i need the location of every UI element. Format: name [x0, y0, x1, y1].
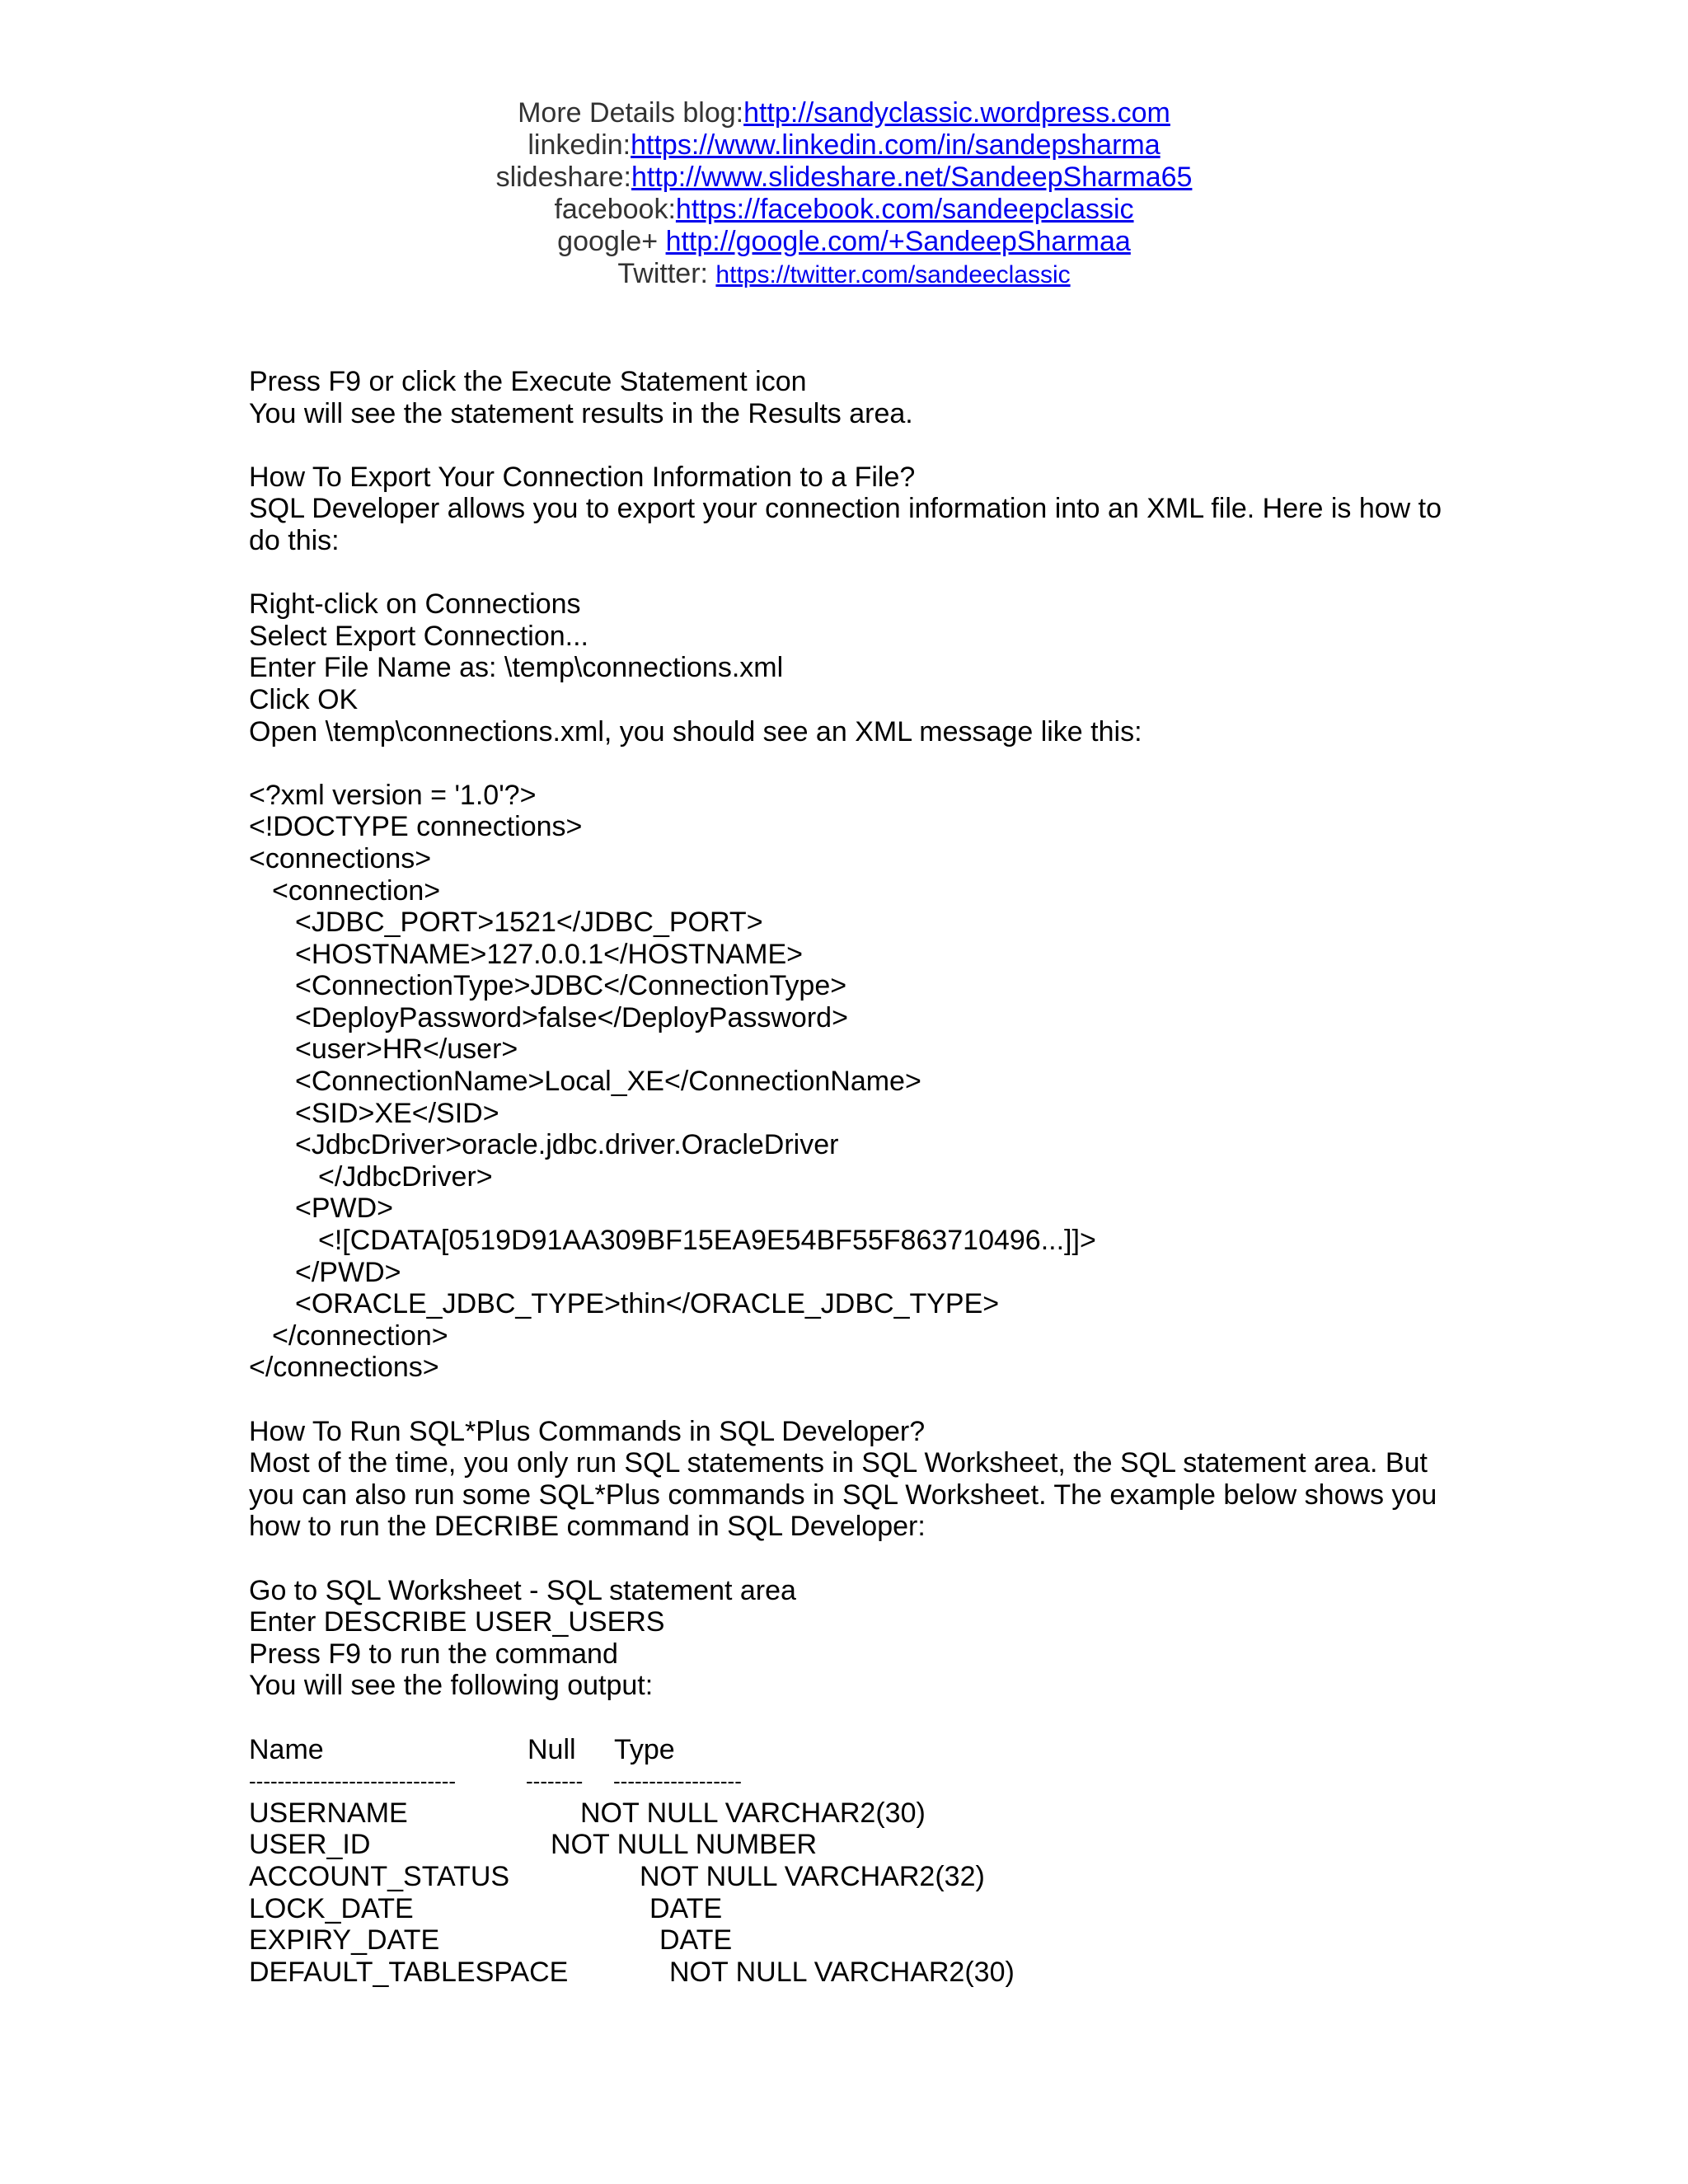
- xml-line: <![CDATA[0519D91AA309BF15EA9E54BF55F863710496...]]>: [318, 1225, 1096, 1257]
- xml-line: </PWD>: [295, 1256, 401, 1288]
- document-body: [249, 366, 1452, 1988]
- xml-line: <PWD>: [295, 1193, 394, 1225]
- facebook-link[interactable]: https://facebook.com/sandeepclassic: [675, 194, 1134, 225]
- describe-row: [249, 1861, 1452, 1893]
- spacer: [249, 1543, 1452, 1575]
- xml-line: <DeployPassword>false</DeployPassword>: [295, 1001, 848, 1033]
- google-label: google+: [557, 226, 666, 257]
- col-name-header: Name: [249, 1733, 324, 1765]
- describe-row-name: EXPIRY_DATE: [249, 1924, 440, 1957]
- describe-row-rest: DATE: [649, 1892, 723, 1924]
- describe-row: [249, 1829, 1452, 1861]
- google-link[interactable]: http://google.com/+SandeepSharmaa: [665, 226, 1131, 257]
- sqlplus-paragraph: Most of the time, you only run SQL statements in SQL Worksheet, the SQL statement area. But you can also run some SQL*Plus commands in SQL Worksheet. The example below shows you how to run the DECRIBE command in SQL Developer:: [249, 1447, 1437, 1543]
- describe-row-name: ACCOUNT_STATUS: [249, 1860, 510, 1892]
- export-step: Select Export Connection...: [249, 620, 589, 652]
- export-paragraph: SQL Developer allows you to export your connection information into an XML file. Here is how to do this:: [249, 493, 1442, 556]
- export-step: Right-click on Connections: [249, 588, 581, 621]
- blog-line: [0, 97, 1688, 129]
- spacer: [249, 1384, 1452, 1416]
- describe-row: [249, 1924, 1452, 1957]
- sqlplus-step: Go to SQL Worksheet - SQL statement area: [249, 1574, 796, 1606]
- spacer: [249, 429, 1452, 462]
- xml-line: </JdbcDriver>: [318, 1160, 493, 1193]
- xml-line: <HOSTNAME>127.0.0.1</HOSTNAME>: [295, 938, 804, 970]
- xml-line: <SID>XE</SID>: [295, 1097, 499, 1129]
- xml-line: <connections>: [249, 842, 432, 874]
- describe-row-rest: NOT NULL NUMBER: [551, 1829, 818, 1861]
- describe-row-rest: NOT NULL VARCHAR2(30): [669, 1956, 1015, 1988]
- export-heading: How To Export Your Connection Information to a File?: [249, 461, 916, 493]
- sep-type: ------------------: [613, 1769, 742, 1794]
- describe-row: [249, 1797, 1452, 1830]
- xml-line: <ConnectionName>Local_XE</ConnectionName>: [295, 1066, 921, 1098]
- xml-line: <connection>: [272, 874, 441, 907]
- linkedin-label: linkedin:: [528, 129, 631, 161]
- slideshare-link[interactable]: http://www.slideshare.net/SandeepSharma65: [631, 162, 1193, 193]
- blog-label: More Details blog:: [518, 97, 744, 129]
- describe-row-name: USERNAME: [249, 1797, 408, 1829]
- describe-row-rest: NOT NULL VARCHAR2(30): [580, 1797, 926, 1829]
- describe-row-name: LOCK_DATE: [249, 1892, 414, 1924]
- intro-line-2: You will see the statement results in the Results area.: [249, 397, 913, 429]
- xml-listing: [249, 780, 1452, 1384]
- describe-row: [249, 1957, 1452, 1989]
- spacer: [249, 748, 1452, 780]
- xml-line: </connection>: [272, 1319, 448, 1352]
- xml-line: <?xml version = '1.0'?>: [249, 779, 537, 811]
- describe-row-rest: DATE: [659, 1924, 733, 1957]
- linkedin-link[interactable]: https://www.linkedin.com/in/sandepsharma: [631, 129, 1160, 161]
- sqlplus-step: Enter DESCRIBE USER_USERS: [249, 1606, 665, 1638]
- describe-header-row: [249, 1734, 1452, 1766]
- twitter-label: Twitter:: [617, 258, 716, 289]
- xml-line: <ConnectionType>JDBC</ConnectionType>: [295, 970, 847, 1002]
- google-line: [0, 226, 1688, 258]
- linkedin-line: [0, 129, 1688, 162]
- spacer: [249, 557, 1452, 589]
- twitter-link[interactable]: https://twitter.com/sandeeclassic: [715, 261, 1071, 288]
- xml-line: <ORACLE_JDBC_TYPE>thin</ORACLE_JDBC_TYPE>: [295, 1288, 1000, 1320]
- col-type-header: Type: [614, 1733, 675, 1765]
- sqlplus-step: Press F9 to run the command: [249, 1638, 618, 1670]
- sqlplus-heading: How To Run SQL*Plus Commands in SQL Developer?: [249, 1415, 926, 1447]
- sep-null: --------: [526, 1769, 584, 1794]
- facebook-line: [0, 194, 1688, 226]
- describe-row-rest: NOT NULL VARCHAR2(32): [640, 1860, 985, 1892]
- intro-line-1: Press F9 or click the Execute Statement icon: [249, 366, 807, 397]
- xml-line: </connections>: [249, 1352, 439, 1384]
- twitter-line: [0, 258, 1688, 291]
- export-step: Click OK: [249, 683, 359, 715]
- slideshare-line: [0, 162, 1688, 194]
- describe-row-name: DEFAULT_TABLESPACE: [249, 1956, 569, 1988]
- describe-row-name: USER_ID: [249, 1829, 371, 1861]
- sqlplus-step: You will see the following output:: [249, 1670, 654, 1702]
- sep-name: -----------------------------: [249, 1769, 457, 1794]
- xml-line: <!DOCTYPE connections>: [249, 811, 583, 843]
- describe-row: [249, 1893, 1452, 1925]
- export-step: Open \temp\connections.xml, you should see an XML message like this:: [249, 715, 1142, 748]
- export-step: Enter File Name as: \temp\connections.xml: [249, 652, 784, 684]
- spacer: [249, 1702, 1452, 1734]
- facebook-label: facebook:: [554, 194, 676, 225]
- xml-line: <JDBC_PORT>1521</JDBC_PORT>: [295, 907, 763, 939]
- col-null-header: Null: [528, 1733, 576, 1765]
- describe-separator-row: [249, 1765, 1452, 1797]
- xml-line: <JdbcDriver>oracle.jdbc.driver.OracleDriver: [295, 1129, 839, 1161]
- contact-header: [0, 97, 1688, 291]
- blog-link[interactable]: http://sandyclassic.wordpress.com: [743, 97, 1170, 129]
- describe-output: [249, 1734, 1452, 1989]
- xml-line: <user>HR</user>: [295, 1033, 518, 1066]
- slideshare-label: slideshare:: [495, 162, 631, 193]
